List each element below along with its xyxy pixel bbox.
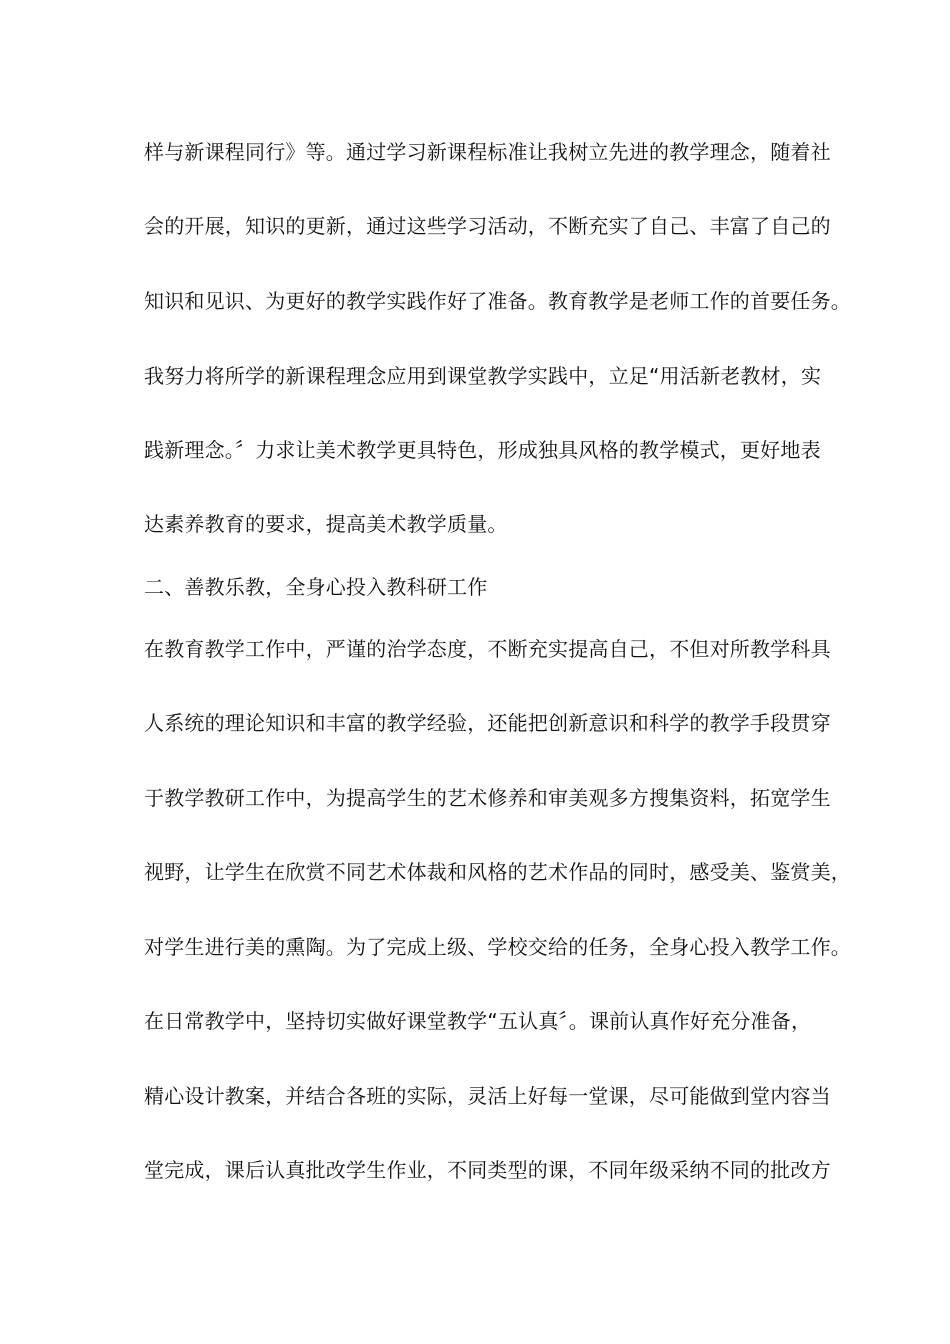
body-text-line: 精心设计教案，并结合各班的实际，灵活上好每一堂课，尽可能做到堂内容当 — [144, 1084, 831, 1108]
body-text-line: 堂完成，课后认真批改学生作业，不同类型的课，不同年级采纳不同的批改方 — [144, 1158, 831, 1182]
body-text-line: 践新理念。〞力求让美术教学更具特色，形成独具风格的教学模式，更好地表 — [144, 438, 821, 462]
body-text-line: 对学生进行美的熏陶。为了完成上级、学校交给的任务，全身心投入教学工作。 — [144, 935, 851, 959]
body-text-line: 于教学教研工作中，为提高学生的艺术修养和审美观多方搜集资料，拓宽学生 — [144, 786, 831, 810]
body-text-line: 视野，让学生在欣赏不同艺术体裁和风格的艺术作品的同时，感受美、鉴赏美， — [144, 860, 851, 884]
body-text-line: 会的开展，知识的更新，通过这些学习活动，不断充实了自己、丰富了自己的 — [144, 214, 831, 238]
body-text-line: 人系统的理论知识和丰富的教学经验，还能把创新意识和科学的教学手段贯穿 — [144, 711, 831, 735]
body-text-line: 达素养教育的要求，提高美术教学质量。 — [144, 512, 508, 536]
body-text-line: 样与新课程同行》等。通过学习新课程标准让我树立先进的教学理念，随着社 — [144, 140, 831, 164]
body-text-line: 知识和见识、为更好的教学实践作好了准备。教育教学是老师工作的首要任务。 — [144, 289, 851, 313]
body-text-line: 在教育教学工作中，严谨的治学态度，不断充实提高自己，不但对所教学科具 — [144, 637, 831, 661]
section-heading: 二、善教乐教，全身心投入教科研工作 — [144, 575, 488, 599]
body-text-line: 我努力将所学的新课程理念应用到课堂教学实践中，立足“用活新老教材，实 — [144, 364, 822, 388]
body-text-line: 在日常教学中，坚持切实做好课堂教学“五认真〞。课前认真作好充分准备， — [144, 1009, 812, 1033]
